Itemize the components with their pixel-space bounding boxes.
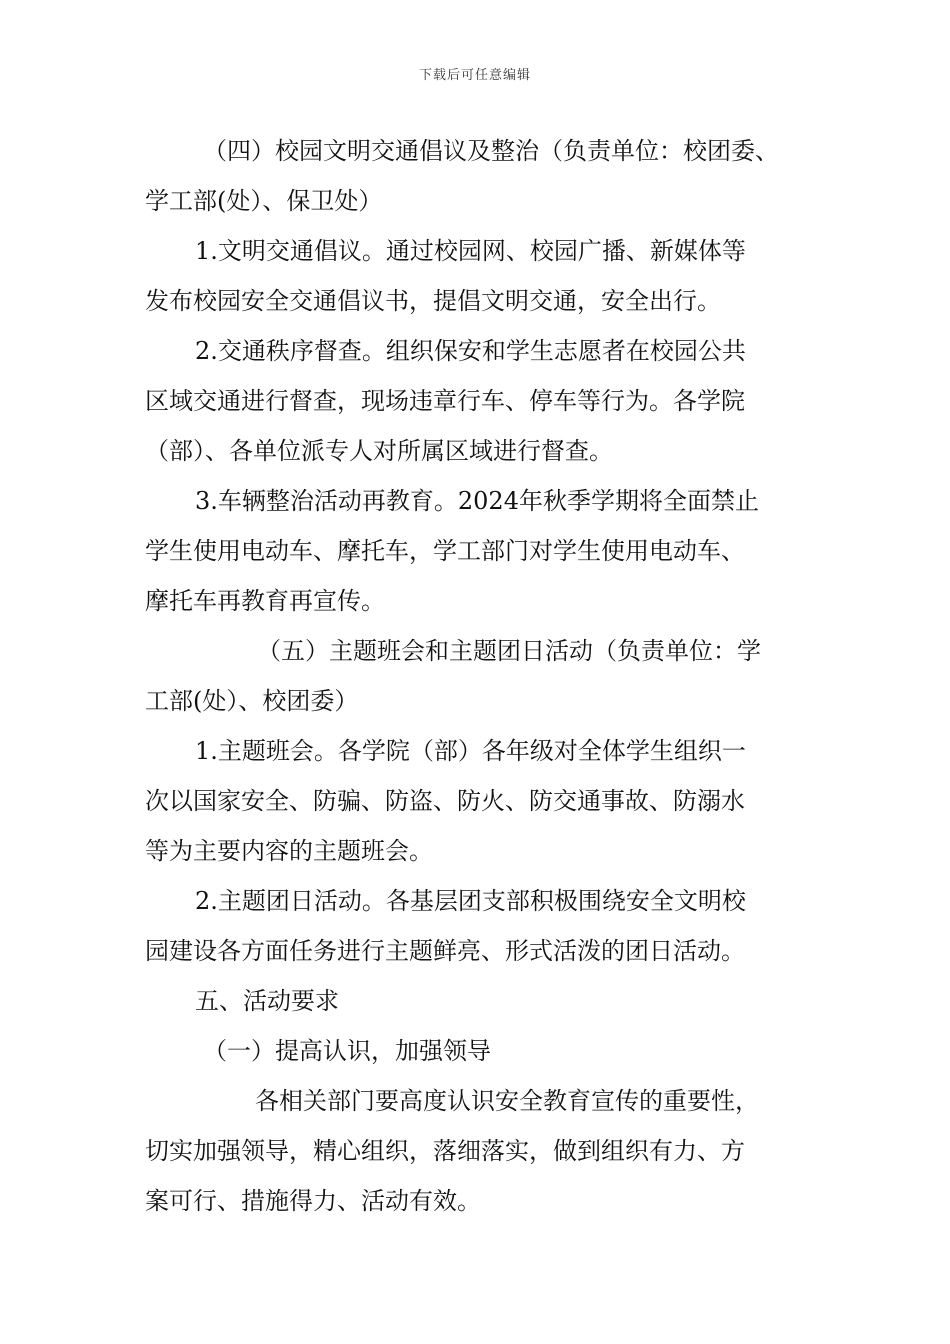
text-line: 各相关部门要高度认识安全教育宣传的重要性， <box>255 1087 759 1115</box>
text-line: 等为主要内容的主题班会。 <box>145 837 433 865</box>
text-line: （一）提高认识，加强领导 <box>203 1037 491 1065</box>
text-line: 1.文明交通倡议。通过校园网、校园广播、新媒体等 <box>195 237 746 265</box>
text-line: 2.交通秩序督查。组织保安和学生志愿者在校园公共 <box>195 337 746 365</box>
text-line: （部）、各单位派专人对所属区域进行督查。 <box>145 437 613 465</box>
text-line: 案可行、措施得力、活动有效。 <box>145 1187 481 1215</box>
text-line: 学工部(处）、保卫处） <box>145 187 383 215</box>
text-line: 3.车辆整治活动再教育。2024年秋季学期将全面禁止 <box>195 487 759 515</box>
text-line: 工部(处）、校团委） <box>145 687 359 715</box>
text-line: 切实加强领导，精心组织，落细落实，做到组织有力、方 <box>145 1137 745 1165</box>
text-line: （五）主题班会和主题团日活动（负责单位：学 <box>257 637 761 665</box>
text-line: 摩托车再教育再宣传。 <box>145 587 385 615</box>
page-header: 下载后可任意编辑 <box>418 68 531 83</box>
text-line: 五、活动要求 <box>195 987 339 1015</box>
text-line: 1.主题班会。各学院（部）各年级对全体学生组织一 <box>195 737 746 765</box>
document-body <box>145 126 810 1226</box>
text-line: 学生使用电动车、摩托车，学工部门对学生使用电动车、 <box>145 537 745 565</box>
text-line: （四）校园文明交通倡议及整治（负责单位：校团委、 <box>203 137 779 165</box>
text-line: 园建设各方面任务进行主题鲜亮、形式活泼的团日活动。 <box>145 937 745 965</box>
text-line: 2.主题团日活动。各基层团支部积极围绕安全文明校 <box>195 887 746 915</box>
text-line: 区域交通进行督查，现场违章行车、停车等行为。各学院 <box>145 387 745 415</box>
text-line: 发布校园安全交通倡议书，提倡文明交通，安全出行。 <box>145 287 721 315</box>
text-line: 次以国家安全、防骗、防盗、防火、防交通事故、防溺水 <box>145 787 745 815</box>
